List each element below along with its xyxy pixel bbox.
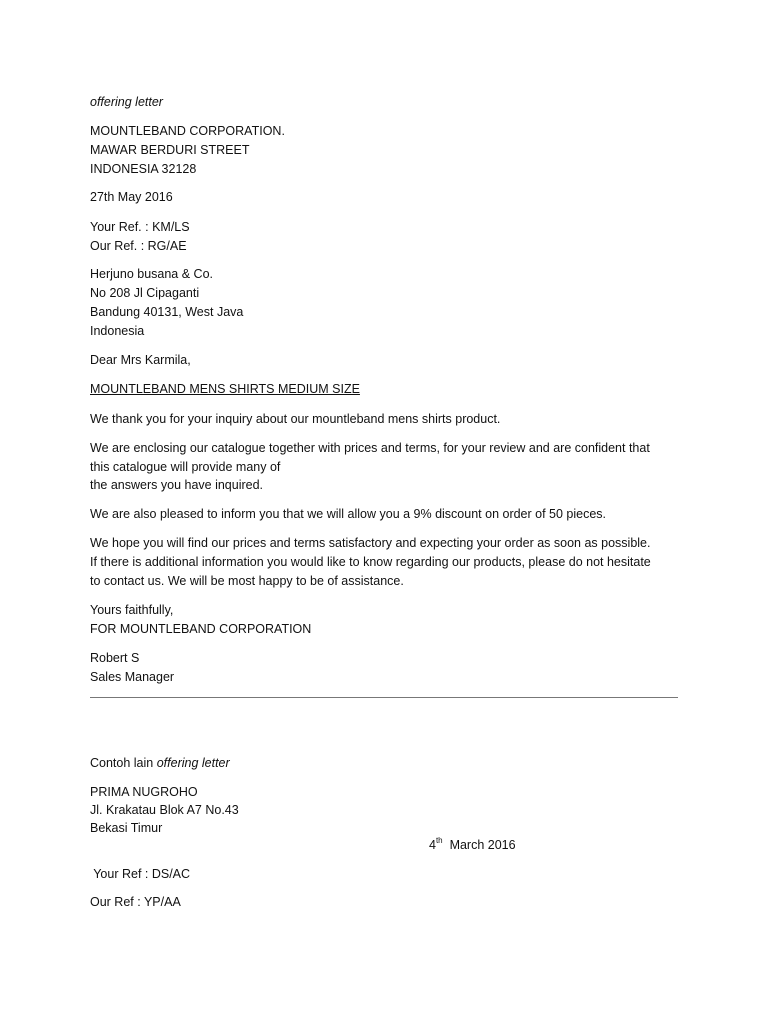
body-paragraph-line: If there is additional information you would like to know regarding our products, please do not hesitate bbox=[90, 555, 651, 569]
body-paragraph: We thank you for your inquiry about our mountleband mens shirts product. bbox=[90, 412, 501, 426]
recipient-line: No 208 Jl Cipaganti bbox=[90, 286, 200, 300]
salutation: Dear Mrs Karmila, bbox=[90, 353, 191, 367]
date-ordinal: th bbox=[435, 836, 443, 845]
signer-name: Robert S bbox=[90, 651, 140, 665]
date-rest: March 2016 bbox=[442, 838, 516, 852]
your-ref: Your Ref. : KM/LS bbox=[90, 220, 190, 234]
body-paragraph-line: to contact us. We will be most happy to be of assistance. bbox=[90, 574, 404, 588]
signer-title: Sales Manager bbox=[90, 670, 175, 684]
recipient-line: Herjuno busana & Co. bbox=[90, 267, 213, 281]
body-paragraph-line: We hope you will find our prices and terms satisfactory and expecting your order as soon as possible. bbox=[90, 536, 651, 550]
recipient-line: Bandung 40131, West Java bbox=[90, 305, 244, 319]
your-ref: Your Ref : DS/AC bbox=[90, 867, 191, 881]
recipient-line: Indonesia bbox=[90, 324, 145, 338]
example-heading-italic: offering letter bbox=[156, 756, 230, 770]
subject-line: MOUNTLEBAND MENS SHIRTS MEDIUM SIZE bbox=[90, 382, 360, 396]
example-heading bbox=[90, 755, 230, 771]
letter-heading: offering letter bbox=[90, 95, 163, 109]
sender-line: Jl. Krakatau Blok A7 No.43 bbox=[90, 803, 239, 817]
body-paragraph-line: We are enclosing our catalogue together with prices and terms, for your review and are confident that bbox=[90, 441, 650, 455]
date-day: 4 bbox=[429, 838, 436, 852]
example-heading-prefix: Contoh lain bbox=[90, 756, 157, 770]
sender-line: PRIMA NUGROHO bbox=[90, 785, 198, 799]
closing: Yours faithfully, bbox=[90, 603, 174, 617]
sender-line: INDONESIA 32128 bbox=[90, 162, 197, 176]
letter-date bbox=[429, 837, 516, 853]
our-ref: Our Ref. : RG/AE bbox=[90, 239, 187, 253]
letter-date: 27th May 2016 bbox=[90, 190, 173, 204]
sender-line: MOUNTLEBAND CORPORATION. bbox=[90, 124, 285, 138]
closing-org: FOR MOUNTLEBAND CORPORATION bbox=[90, 622, 312, 636]
body-paragraph-line: the answers you have inquired. bbox=[90, 478, 264, 492]
our-ref: Our Ref : YP/AA bbox=[90, 895, 181, 909]
sender-line: MAWAR BERDURI STREET bbox=[90, 143, 250, 157]
body-paragraph: We are also pleased to inform you that we will allow you a 9% discount on order of 50 pieces. bbox=[90, 507, 607, 521]
body-paragraph-line: this catalogue will provide many of bbox=[90, 460, 281, 474]
sender-line: Bekasi Timur bbox=[90, 821, 163, 835]
section-divider bbox=[90, 697, 678, 698]
